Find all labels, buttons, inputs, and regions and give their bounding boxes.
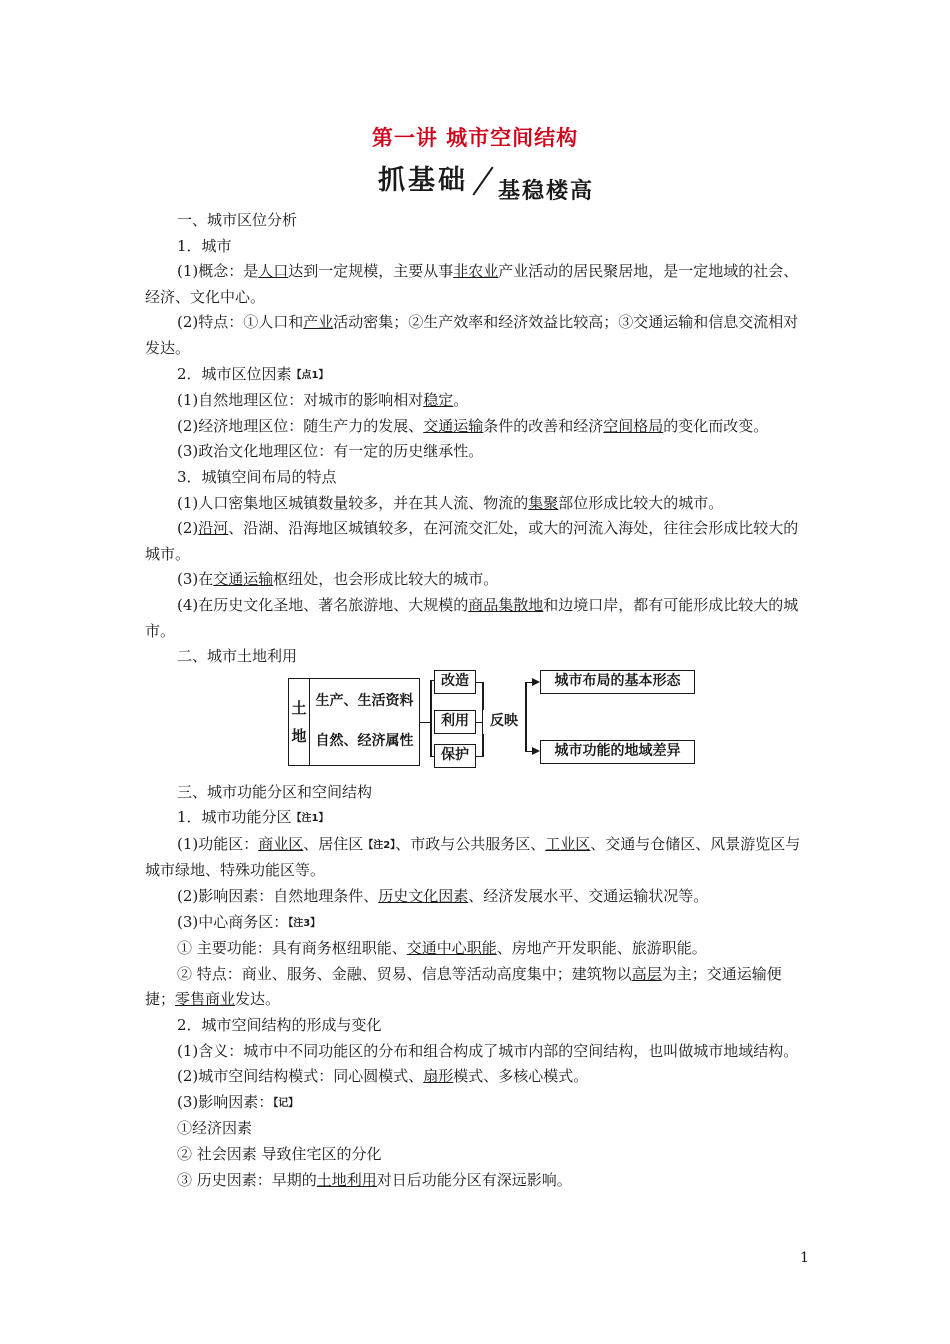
diagram-reflect-label: 反映 — [483, 710, 525, 734]
paragraph: ①经济因素 — [177, 1119, 253, 1138]
subheading: 1．城市功能分区【注1】 — [177, 808, 329, 827]
diagram-attr-2: 自然、经济属性 — [315, 732, 414, 749]
banner-slash — [472, 167, 493, 196]
connector — [430, 680, 432, 756]
connector — [420, 722, 430, 724]
banner-left: 抓基础 — [378, 165, 468, 196]
section-heading: 二、城市土地利用 — [177, 647, 298, 666]
diagram-land-box: 土地 — [288, 678, 310, 766]
diagram-protect-box: 保护 — [434, 744, 476, 768]
paragraph: (2)特点：①人口和产业活动密集；②生产效率和经济效益比较高；③交通运输和信息交流相对发达。 — [145, 313, 799, 357]
paragraph: (3)影响因素：【记】 — [177, 1092, 299, 1111]
page-title: 第一讲 城市空间结构 — [371, 125, 579, 150]
note-tag: 【注1】 — [291, 813, 329, 825]
section-banner — [378, 158, 618, 202]
page-number: 1 — [800, 1250, 809, 1266]
subheading: 2．城市区位因素【点1】 — [177, 364, 329, 383]
paragraph: ② 特点：商业、服务、金融、贸易、信息等活动高度集中；建筑物以高层为主；交通运输便捷；零售商业发达。 — [145, 964, 782, 1009]
paragraph: (3)在交通运输枢纽处，也会形成比较大的城市。 — [177, 570, 499, 589]
note-tag: 【记】 — [273, 1097, 299, 1109]
subheading: 1．城市 — [177, 236, 232, 255]
banner-right: 基稳楼高 — [498, 179, 595, 204]
diagram-attributes-box — [310, 678, 420, 766]
document-body — [145, 208, 810, 1193]
connector — [476, 722, 482, 724]
paragraph: ② 社会因素 导致住宅区的分化 — [177, 1145, 382, 1163]
paragraph: (3)中心商务区：【注3】 — [177, 912, 321, 931]
paragraph: ③ 历史因素：早期的土地利用对日后功能分区有深远影响。 — [177, 1170, 572, 1189]
paragraph: (4)在历史文化圣地、著名旅游地、大规模的商品集散地和边境口岸，都有可能形成比较大的城市。 — [145, 595, 799, 640]
paragraph: (2)经济地理区位：随生产力的发展、交通运输条件的改善和经济空间格局的变化而改变。 — [177, 416, 769, 435]
diagram-use-box: 利用 — [434, 710, 476, 734]
paragraph: (2)城市空间结构模式：同心圆模式、扇形模式、多核心模式。 — [177, 1067, 589, 1086]
subheading: 2．城市空间结构的形成与变化 — [177, 1016, 382, 1035]
diagram-transform-box: 改造 — [434, 670, 476, 694]
paragraph: (2)沿河、沿湖、沿海地区城镇较多，在河流交汇处，或大的河流入海处，往往会形成比较大的城市。 — [145, 519, 799, 563]
note-tag: 【注3】 — [288, 917, 321, 929]
paragraph: (1)自然地理区位：对城市的影响相对稳定。 — [177, 391, 469, 410]
section-heading: 三、城市功能分区和空间结构 — [177, 782, 373, 801]
paragraph: (1)概念：是人口达到一定规模，主要从事非农业产业活动的居民聚居地，是一定地域的社会、经济、文化中心。 — [145, 262, 799, 306]
subheading: 3．城镇空间布局的特点 — [177, 467, 337, 486]
note-tag: 【点1】 — [291, 369, 329, 381]
paragraph: ① 主要功能：具有商务枢纽职能、交通中心职能、房地产开发职能、旅游职能。 — [177, 939, 707, 958]
paragraph: (1)人口密集地区城镇数量较多，并在其人流、物流的集聚部位形成比较大的城市。 — [177, 493, 724, 512]
arrow-icon — [532, 678, 540, 686]
arrow-icon — [532, 747, 540, 755]
paragraph: (1)功能区：商业区、居住区【注2】、市政与公共服务区、工业区、交通与仓储区、风景游览区与城市绿地、特殊功能区等。 — [145, 834, 801, 880]
section-heading: 一、城市区位分析 — [177, 211, 298, 229]
diagram-result-2: 城市功能的地域差异 — [540, 740, 695, 764]
diagram-result-1: 城市布局的基本形态 — [540, 670, 695, 694]
diagram-attr-1: 生产、生活资料 — [315, 693, 414, 710]
paragraph: (2)影响因素：自然地理条件、历史文化因素、经济发展水平、交通运输状况等。 — [177, 887, 709, 906]
note-tag: 【注2】 — [363, 839, 396, 851]
paragraph: (1)含义：城市中不同功能区的分布和组合构成了城市内部的空间结构，也叫做城市地域结构。 — [177, 1041, 799, 1060]
land-use-diagram — [145, 672, 810, 776]
paragraph: (3)政治文化地理区位：有一定的历史继承性。 — [177, 442, 484, 461]
connector — [525, 682, 527, 752]
